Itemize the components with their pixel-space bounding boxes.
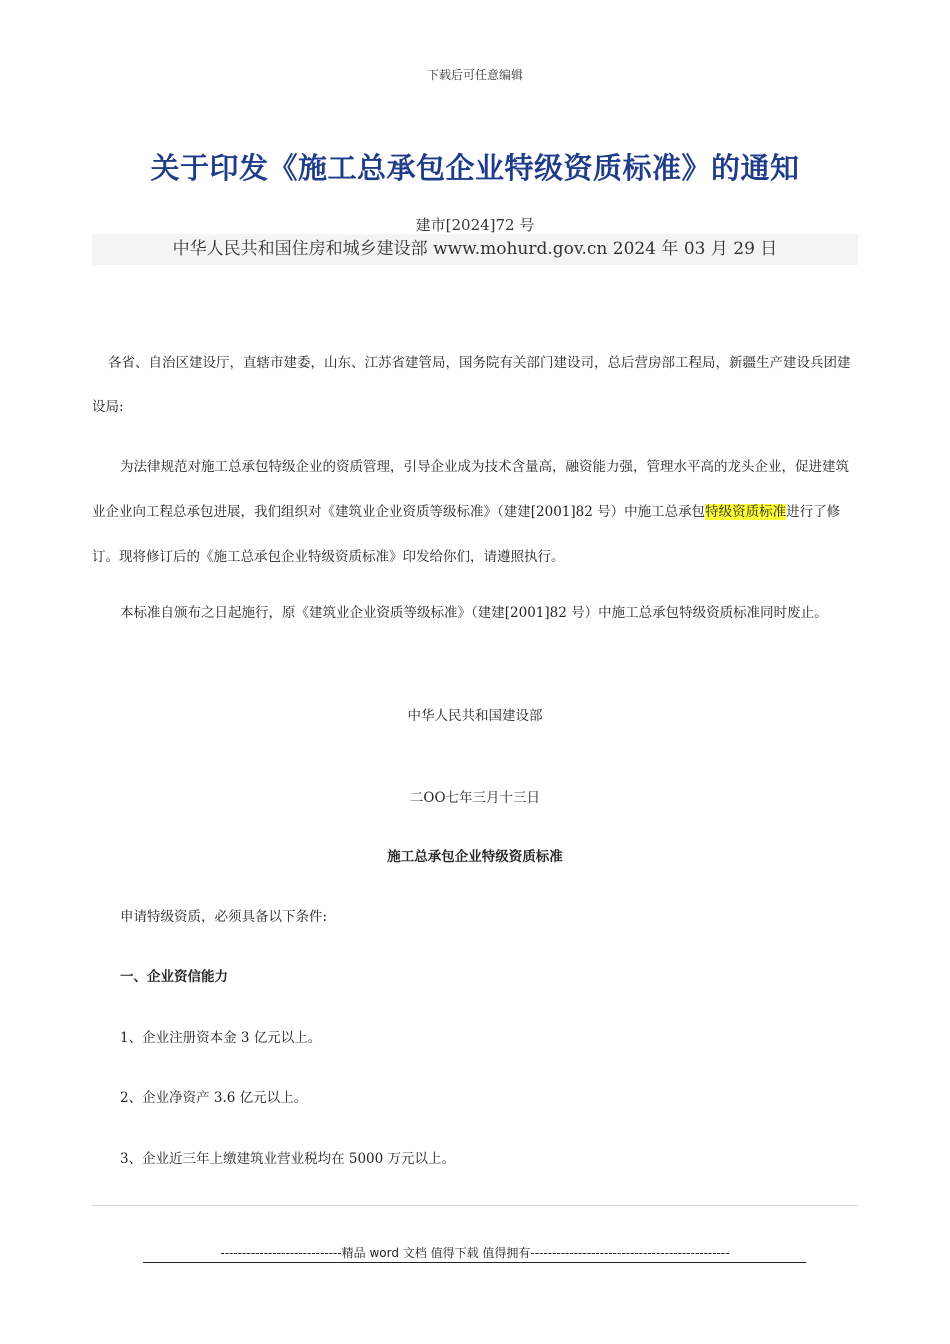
signatory: 中华人民共和国建设部 [407, 708, 543, 724]
footer-text: ----------------------------精品 word 文档 值得下载 值得拥有---------------------------------------------- [220, 1246, 730, 1260]
footer-underline [143, 1262, 806, 1263]
list-item: 3、企业近三年上缴建筑业营业税均在 5000 万元以上。 [120, 1151, 456, 1167]
header-note: 下载后可任意编辑 [426, 68, 523, 82]
footer-divider [92, 1205, 858, 1206]
body-paragraph-2: 本标准自颁布之日起施行，原《建筑业企业资质等级标准》（建建[2001]82 号）中施工总承包特级资质标准同时废止。 [120, 605, 828, 621]
document-title: 关于印发《施工总承包企业特级资质标准》的通知 [150, 151, 800, 185]
source-line: 中华人民共和国住房和城乡建设部 www.mohurd.gov.cn 2024 年 03 月 29 日 [92, 234, 858, 265]
standard-title: 施工总承包企业特级资质标准 [387, 849, 563, 865]
section-heading: 一、企业资信能力 [120, 969, 228, 985]
sign-date: 二OO七年三月十三日 [409, 790, 541, 806]
intro-line: 申请特级资质，必须具备以下条件: [120, 909, 328, 925]
paragraph-text: 为法律规范对施工总承包特级企业的资质管理，引导企业成为技术含量高，融资能力强，管理水平高的龙头企业，促进建筑业企业向工程总承包进展，我们组织对《建筑业企业资质等级标准》（建建[2001]82 号）中施工总承包 [92, 459, 849, 520]
list-item: 2、企业净资产 3.6 亿元以上。 [120, 1090, 308, 1106]
list-item: 1、企业注册资本金 3 亿元以上。 [120, 1030, 322, 1046]
paragraph-text: 进行了修订。现将修订后的《施工总承包企业特级资质标准》印发给你们，请遵照执行。 [92, 504, 841, 565]
highlighted-text: 特级资质标准 [705, 504, 787, 520]
document-number: 建市[2024]72 号 [415, 216, 535, 234]
body-paragraph-1 [92, 445, 858, 580]
recipients-paragraph: 各省、自治区建设厅，直辖市建委，山东、江苏省建管局，国务院有关部门建设司，总后营房部工程局，新疆生产建设兵团建设局: [92, 355, 851, 415]
